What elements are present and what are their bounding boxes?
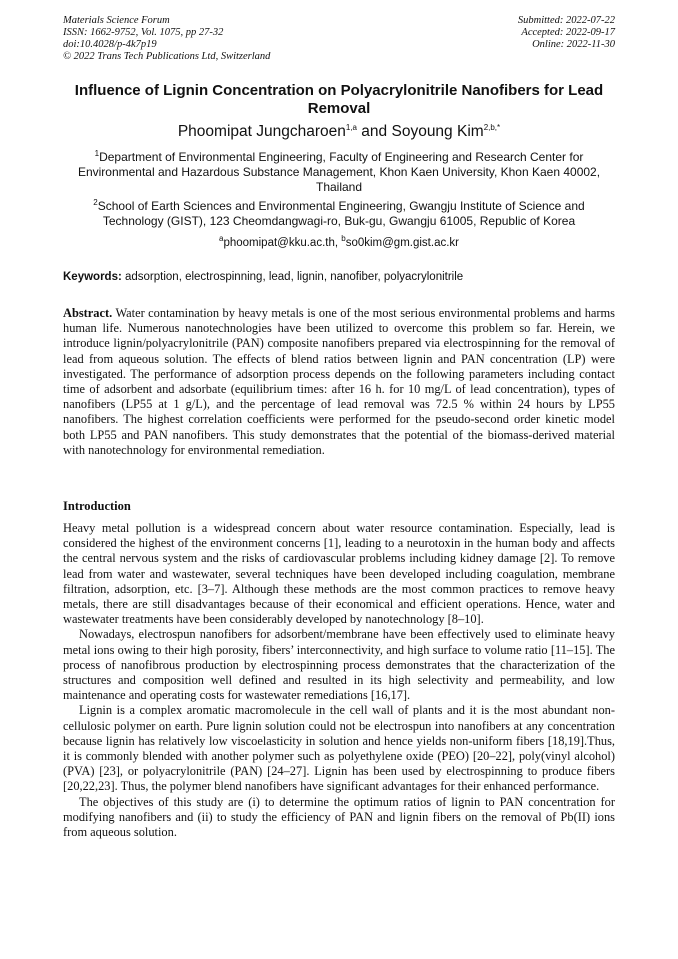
- affiliation-text: School of Earth Sciences and Environmental Engineering, Gwangju Institute of Science and Technology (GIST), 123 Cheomdangwagi-ro, Buk-gu, Gwangju 61005, Republic of Korea: [97, 199, 585, 228]
- email-mark: b: [341, 234, 346, 244]
- abstract: [63, 306, 615, 458]
- paragraph: Heavy metal pollution is a widespread concern about water resource contamination. Especially, lead is considered the highest of the environment concerns [1], leading to a neurotoxin in the human body and affects the central nervous system and the risks of cardiovascular problems including kidney damage [2]. To remove lead from water and wastewater, several techniques have been developed including coagulation, membrane filtration, adsorption, etc. [3–7]. Although these methods are the most common practices to remove heavy metals, there are still disadvantages because of their economical and efficient operations. Hence, water and wastewater treatments have been considerably developed by nanotechnology [8–10].: [63, 521, 615, 627]
- copyright-line: © 2022 Trans Tech Publications Ltd, Switzerland: [63, 51, 271, 62]
- paragraph: Lignin is a complex aromatic macromolecule in the cell wall of plants and it is the most abundant non-cellulosic polymer on earth. Pure lignin solution could not be electrospun into nanofibers at any concentration because lignin has relatively low viscoelasticity in solution and hence yields non-uniform fibers [18,19].Thus, it is commonly blended with another polymer such as polyethylene oxide (PEO) [20–22], poly(vinyl alcohol) (PVA) [23], or polyacrylonitrile (PAN) [24–27]. Lignin has been used by electrospinning to produce fibers [20,22,23]. Thus, the polymer blend nanofibers have significant advantages for their enhanced performance.: [63, 703, 615, 794]
- email-mark: a: [219, 234, 224, 244]
- email-address[interactable]: so0kim@gm.gist.ac.kr: [345, 237, 459, 249]
- issn-line: ISSN: 1662-9752, Vol. 1075, pp 27-32: [63, 27, 224, 38]
- keywords: [63, 270, 615, 284]
- journal-name: Materials Science Forum: [63, 15, 170, 26]
- introduction-body: [63, 521, 615, 840]
- submitted-date: Submitted: 2022-07-22: [517, 15, 615, 26]
- keywords-label: Keywords:: [63, 271, 122, 283]
- paragraph: The objectives of this study are (i) to determine the optimum ratios of lignin to PAN concentration for modifying nanofibers and (ii) to study the efficiency of PAN and lignin fibers on the removal of Pb(II) ions from aqueous solution.: [63, 794, 615, 840]
- affiliation-number: 1: [94, 149, 100, 158]
- affiliation-2: [63, 199, 615, 229]
- accepted-date: Accepted: 2022-09-17: [521, 27, 615, 38]
- author-name: Soyoung Kim: [391, 123, 484, 140]
- affiliation-1: [63, 150, 615, 195]
- abstract-label: Abstract.: [63, 306, 113, 320]
- author-affiliation-mark: 1,a: [345, 122, 357, 132]
- author-affiliation-mark: 2,b,*: [483, 122, 501, 132]
- author-line: [63, 123, 615, 141]
- author-connector: and: [357, 123, 392, 140]
- abstract-text: Water contamination by heavy metals is one of the most serious environmental problems and harms human life. Numerous nanotechnologies have been utilized to overcome this problem so far. Herein, we introduce lignin/polyacrylonitrile (PAN) composite nanofibers prepared via electrospinning for the removal of lead from aqueous solution. The effects of blend ratios between lignin and PAN concentration (LP) were investigated. The performance of adsorption process depends on the following parameters including contact time of adsorbent and adsorbate (equilibrium times: after 16 h. for 10 mg/L of lead concentration), types of nanofibers (LP55 at 1 g/L), and the percentage of lead removal was 72.5 % within 24 hours by LP55 nanofibers. The highest correlation coefficients were performed for the pseudo-second order kinetic model both LP55 and PAN nanofibers. This study demonstrates that the potential of the biomass-derived material with nanotechnology for environmental remediation.: [63, 306, 615, 457]
- section-heading: Introduction: [63, 499, 131, 513]
- paragraph: Nowadays, electrospun nanofibers for adsorbent/membrane have been effectively used to eliminate heavy metal ions owing to their high porosity, fibers’ interconnectivity, and high surface to volume ratio [11–15]. The process of nanofibrous production by electrospinning process demonstrates that the characterization of the structures and composition well defined and resulted in its high selectivity and permeability, and low maintenance and operating costs for wastewater remediations [16,17].: [63, 627, 615, 703]
- affiliation-number: 2: [93, 198, 98, 207]
- journal-info: [63, 15, 270, 63]
- online-date: Online: 2022-11-30: [532, 39, 615, 50]
- keywords-text: adsorption, electrospinning, lead, lignin, nanofiber, polyacrylonitrile: [121, 271, 464, 283]
- doi-line: doi:10.4028/p-4k7p19: [63, 39, 157, 50]
- publication-dates: [518, 15, 615, 51]
- author-name: Phoomipat Jungcharoen: [177, 123, 346, 140]
- paper-title: Influence of Lignin Concentration on Polyacrylonitrile Nanofibers for Lead Removal: [74, 82, 604, 117]
- email-address[interactable]: phoomipat@kku.ac.th,: [223, 237, 342, 249]
- affiliation-text: Department of Environmental Engineering, Faculty of Engineering and Research Center for Environmental and Hazardous Substance Management, Khon Kaen University, Khon Kaen 40002, Thailand: [77, 150, 601, 194]
- email-line: [63, 236, 615, 251]
